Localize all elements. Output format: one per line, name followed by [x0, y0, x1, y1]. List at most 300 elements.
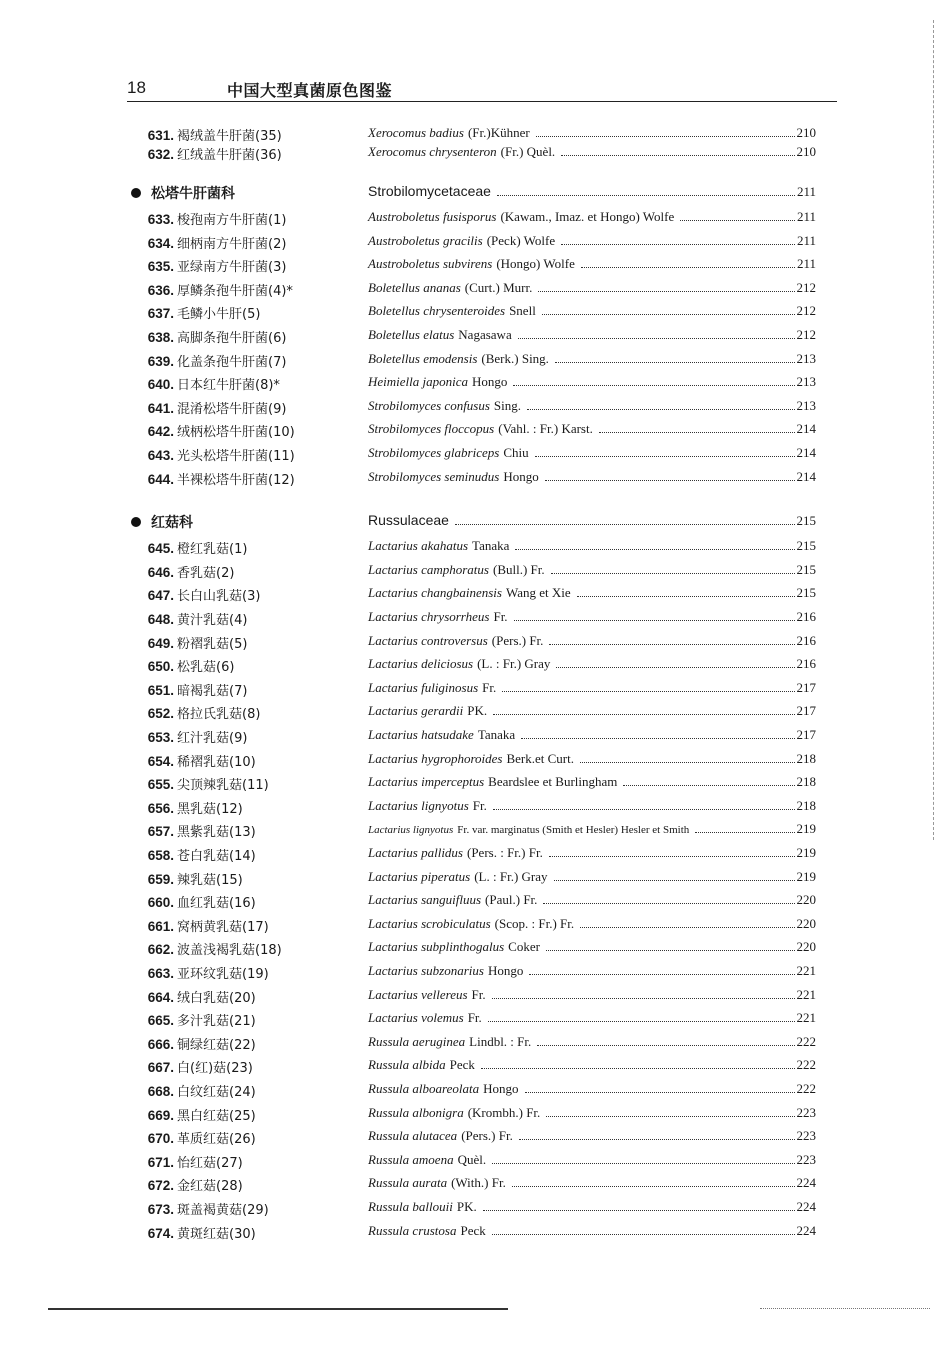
entry-cn — [138, 609, 247, 628]
index-entry — [0, 869, 952, 891]
index-entry — [0, 845, 952, 867]
page-ref: 213 — [796, 397, 816, 413]
entry-latin — [368, 727, 816, 743]
page-ref: 219 — [796, 845, 816, 860]
index-entry — [0, 445, 952, 467]
authority: Berk.et Curt. — [506, 750, 574, 766]
scientific-name: Russula aeruginea — [368, 1033, 466, 1049]
page-ref: 216 — [796, 656, 816, 672]
entry-number: 670. — [147, 1131, 174, 1147]
entry-cn — [138, 445, 295, 464]
entry-cn — [138, 656, 234, 675]
dot-leader — [497, 195, 795, 196]
page-ref: 224 — [796, 1222, 816, 1238]
entry-cn — [138, 233, 286, 252]
entry-number: 672. — [147, 1178, 174, 1194]
entry-latin — [368, 609, 816, 625]
index-entry — [0, 421, 952, 443]
scientific-name: Lactarius hatsudake — [368, 727, 474, 742]
entry-latin — [368, 869, 816, 885]
dot-leader — [529, 974, 794, 975]
dot-leader — [599, 432, 795, 433]
entry-cn — [138, 303, 260, 322]
chinese-name: 辣乳菇(15) — [177, 872, 243, 888]
authority: Hongo — [483, 1081, 519, 1096]
dot-leader — [542, 314, 795, 315]
dot-leader — [561, 244, 795, 245]
entry-number: 650. — [147, 659, 174, 675]
dot-leader — [551, 573, 795, 574]
entry-latin — [368, 963, 816, 979]
chinese-name: 斑盖褐黄菇(29) — [177, 1203, 269, 1218]
dot-leader — [492, 1234, 795, 1235]
dot-leader — [535, 456, 795, 457]
authority: Beardslee et Burlingham — [488, 774, 618, 790]
page-ref: 215 — [796, 538, 816, 554]
index-entry — [0, 1223, 952, 1245]
index-entry — [0, 892, 952, 914]
authority: (Pers.) Fr. — [491, 632, 544, 648]
dot-leader — [580, 927, 794, 928]
entry-latin — [368, 798, 816, 814]
family-name-cn — [131, 512, 193, 532]
family-entry — [368, 512, 816, 529]
page-number: 18 — [127, 78, 146, 97]
entry-cn — [138, 633, 247, 652]
entry-number: 646. — [147, 564, 174, 580]
dot-leader — [525, 1092, 795, 1093]
entry-latin — [368, 680, 816, 696]
index-entry — [0, 656, 952, 678]
dot-leader — [581, 267, 795, 268]
page-ref: 213 — [796, 350, 816, 366]
entry-number: 652. — [147, 706, 174, 722]
dot-leader — [515, 549, 794, 550]
scientific-name: Lactarius lignyotus — [368, 797, 469, 813]
entry-number: 633. — [147, 212, 174, 227]
authority: Quèl. — [457, 1151, 487, 1167]
entry-latin — [368, 892, 816, 908]
scientific-name: Lactarius controversus — [368, 632, 488, 648]
index-entry — [0, 209, 952, 231]
dot-leader — [555, 362, 795, 363]
page-ref: 223 — [796, 1151, 816, 1167]
entry-number: 644. — [147, 471, 174, 487]
chinese-name: 稀褶乳菇(10) — [177, 754, 256, 770]
entry-cn — [138, 538, 247, 557]
entry-latin — [368, 327, 816, 343]
entry-cn — [138, 351, 286, 370]
authority: (Vahl. : Fr.) Karst. — [498, 421, 593, 437]
dot-leader — [536, 136, 795, 137]
page-ref: 224 — [796, 1175, 816, 1191]
index-entry — [0, 303, 952, 325]
authority: Fr. var. marginatus (Smith et Hesler) Hesler et Smith — [457, 824, 690, 837]
scientific-name: Lactarius lignyotus — [368, 824, 454, 837]
entry-number: 662. — [147, 942, 174, 958]
page-ref: 210 — [796, 144, 816, 159]
authority: (Curt.) Murr. — [464, 279, 533, 295]
entry-number: 634. — [147, 235, 174, 251]
page-ref: 222 — [796, 1081, 816, 1096]
index-entry — [0, 1081, 952, 1103]
bullet-icon — [131, 517, 141, 527]
entry-number: 665. — [147, 1013, 174, 1029]
scientific-name: Lactarius subplinthogalus — [368, 939, 505, 955]
dot-leader — [680, 220, 795, 221]
entry-latin — [368, 1010, 816, 1026]
page-ref: 220 — [796, 892, 816, 908]
chinese-name: 黄斑红菇(30) — [177, 1226, 256, 1242]
entry-cn — [138, 144, 282, 163]
chinese-name: 波盖浅褐乳菇(18) — [177, 943, 282, 959]
chinese-name: 绒柄松塔牛肝菌(10) — [177, 425, 295, 441]
chinese-name: 半裸松塔牛肝菌(12) — [177, 472, 295, 488]
entry-number: 632. — [147, 147, 174, 162]
authority: Peck — [449, 1057, 475, 1073]
index-entry — [0, 1199, 952, 1221]
page-ref: 217 — [796, 727, 816, 742]
index-entry — [0, 469, 952, 491]
entry-latin — [368, 538, 816, 554]
dot-leader — [546, 950, 795, 951]
chinese-name: 褐绒盖牛肝菌(35) — [177, 129, 282, 144]
scientific-name: Boletellus ananas — [368, 279, 461, 295]
index-entry — [0, 633, 952, 655]
index-entry — [0, 727, 952, 749]
chinese-name: 黑白红菇(25) — [177, 1108, 256, 1124]
entry-cn — [138, 1057, 253, 1076]
scientific-name: Lactarius akahatus — [368, 538, 469, 554]
scientific-name: Strobilomyces floccopus — [368, 421, 495, 437]
index-entry — [0, 798, 952, 820]
entry-cn — [138, 327, 286, 346]
dot-leader — [481, 1068, 795, 1069]
header-rule — [127, 101, 837, 102]
scientific-name: Austroboletus gracilis — [368, 232, 483, 248]
chinese-name: 格拉氏乳菇(8) — [177, 707, 261, 723]
entry-latin — [368, 374, 816, 390]
scientific-name: Lactarius fuliginosus — [368, 679, 479, 695]
scientific-name: Lactarius vellereus — [368, 986, 468, 1002]
authority: (Krombh.) Fr. — [467, 1104, 541, 1120]
entry-cn — [138, 1081, 256, 1100]
entry-cn — [138, 1128, 256, 1147]
entry-latin — [368, 1175, 816, 1191]
dot-leader — [543, 903, 794, 904]
authority: (With.) Fr. — [451, 1175, 506, 1191]
chinese-name: 尖顶辣乳菇(11) — [177, 778, 269, 794]
scientific-name: Russula ballouii — [368, 1199, 453, 1214]
dot-leader — [580, 762, 795, 763]
index-entry — [0, 398, 952, 420]
entry-cn — [138, 798, 243, 817]
chinese-name: 亚绿南方牛肝菌(3) — [177, 260, 287, 276]
entry-latin — [368, 1223, 816, 1239]
scientific-name: Russula crustosa — [368, 1222, 457, 1238]
chinese-name: 梭孢南方牛肝菌(1) — [177, 213, 287, 228]
scientific-name: Boletellus elatus — [368, 327, 455, 342]
entry-latin — [368, 751, 816, 767]
page-ref: 217 — [796, 679, 816, 695]
page-ref: 212 — [796, 303, 816, 319]
entry-number: 653. — [147, 730, 174, 745]
entry-cn — [138, 1010, 256, 1029]
chinese-name: 苍白乳菇(14) — [177, 849, 256, 864]
entry-latin — [368, 987, 816, 1003]
authority: (L. : Fr.) Gray — [474, 868, 548, 884]
entry-number: 658. — [147, 848, 174, 863]
page-ref: 214 — [796, 421, 816, 437]
page-ref: 212 — [796, 327, 816, 342]
authority: (L. : Fr.) Gray — [477, 656, 551, 672]
index-entry — [0, 1152, 952, 1174]
entry-cn — [138, 374, 280, 393]
chinese-name: 厚鳞条孢牛肝菌(4)* — [177, 283, 293, 299]
scientific-name: Lactarius volemus — [368, 1010, 464, 1026]
entry-number: 667. — [147, 1060, 174, 1076]
authority: Snell — [509, 303, 536, 319]
entry-latin — [368, 125, 816, 141]
entry-number: 671. — [147, 1154, 174, 1170]
index-entry — [0, 916, 952, 938]
entry-cn — [138, 1175, 243, 1194]
entry-cn — [138, 1199, 269, 1218]
dot-leader — [577, 596, 795, 597]
chinese-name: 黑紫乳菇(13) — [177, 825, 256, 841]
page-ref: 216 — [796, 632, 816, 648]
entry-latin — [368, 1081, 816, 1097]
family-entry — [368, 183, 816, 200]
scientific-name: Lactarius subzonarius — [368, 963, 484, 978]
entry-number: 654. — [147, 753, 174, 769]
entry-cn — [138, 1105, 256, 1124]
chinese-name: 化盖条孢牛肝菌(7) — [177, 354, 287, 370]
chinese-name: 铜绿红菇(22) — [177, 1037, 256, 1053]
authority: Tanaka — [477, 727, 516, 742]
entry-number: 664. — [147, 989, 174, 1005]
authority: Chiu — [503, 445, 529, 460]
entry-number: 640. — [147, 377, 174, 393]
authority: PK. — [467, 703, 488, 719]
entry-cn — [138, 585, 260, 604]
chinese-name: 红汁乳菇(9) — [177, 731, 248, 746]
chinese-name: 血红乳菇(16) — [177, 896, 256, 912]
page-ref: 211 — [796, 232, 816, 248]
entry-number: 643. — [147, 448, 174, 463]
entry-cn — [138, 280, 293, 299]
entry-cn — [138, 869, 243, 888]
page-ref: 222 — [796, 1033, 816, 1049]
chinese-name: 绒白乳菇(20) — [177, 990, 256, 1006]
page-ref: 218 — [796, 797, 816, 813]
scientific-name: Boletellus chrysenteroides — [368, 303, 506, 319]
chinese-name: 金红菇(28) — [177, 1179, 243, 1195]
page-ref: 218 — [796, 750, 816, 766]
entry-cn — [138, 680, 247, 699]
entry-number: 638. — [147, 330, 174, 345]
authority: (Kawam., Imaz. et Hongo) Wolfe — [500, 209, 675, 224]
entry-latin — [368, 256, 816, 272]
entry-cn — [138, 1034, 256, 1053]
scientific-name: Lactarius pallidus — [368, 845, 463, 860]
index-entry — [0, 280, 952, 302]
dot-leader — [554, 880, 795, 881]
dot-leader — [455, 524, 795, 525]
index-entry — [0, 374, 952, 396]
entry-cn — [138, 469, 295, 488]
scientific-name: Austroboletus fusisporus — [368, 209, 497, 224]
index-entry — [0, 585, 952, 607]
entry-cn — [138, 125, 282, 144]
entry-number: 648. — [147, 612, 174, 627]
page-ref: 220 — [796, 939, 816, 955]
dot-leader — [493, 809, 795, 810]
scientific-name: Lactarius scrobiculatus — [368, 915, 491, 931]
authority: PK. — [456, 1199, 477, 1214]
family-cn-label: 红菇科 — [151, 515, 193, 532]
entry-number: 639. — [147, 353, 174, 369]
entry-number: 660. — [147, 895, 174, 911]
scientific-name: Lactarius gerardii — [368, 703, 464, 719]
entry-latin — [368, 280, 816, 296]
entry-cn — [138, 398, 286, 417]
entry-number: 673. — [147, 1202, 174, 1217]
chinese-name: 香乳菇(2) — [177, 565, 235, 581]
entry-number: 669. — [147, 1107, 174, 1123]
entry-number: 661. — [147, 918, 174, 934]
authority: Wang et Xie — [505, 585, 571, 601]
entry-cn — [138, 421, 295, 440]
scientific-name: Lactarius sanguifluus — [368, 892, 482, 908]
dot-leader — [545, 480, 795, 481]
scientific-name: Lactarius camphoratus — [368, 561, 489, 577]
authority: (Scop. : Fr.) Fr. — [494, 915, 575, 931]
dot-leader — [538, 291, 794, 292]
page-ref: 211 — [796, 209, 816, 224]
index-entry — [0, 1034, 952, 1056]
entry-number: 631. — [147, 128, 174, 143]
authority: Fr. — [467, 1010, 482, 1026]
chinese-name: 亚环纹乳菇(19) — [177, 967, 269, 982]
index-entry — [0, 256, 952, 278]
index-entry — [0, 1105, 952, 1127]
page-ref: 210 — [796, 125, 816, 140]
entry-latin — [368, 1057, 816, 1073]
scientific-name: Russula alutacea — [368, 1128, 458, 1144]
authority: (Paul.) Fr. — [485, 892, 538, 908]
entry-latin — [368, 774, 816, 790]
entry-latin — [368, 1152, 816, 1168]
entry-latin — [368, 633, 816, 649]
page-ref: 220 — [796, 915, 816, 931]
authority: Fr. — [472, 797, 487, 813]
page-ref: 219 — [796, 821, 816, 837]
page-ref: 214 — [796, 445, 816, 460]
page-ref: 217 — [796, 703, 816, 719]
authority: Tanaka — [472, 538, 510, 554]
chinese-name: 光头松塔牛肝菌(11) — [177, 449, 295, 464]
authority: (Berk.) Sing. — [481, 350, 549, 366]
index-entry — [0, 1128, 952, 1150]
family-name-cn — [131, 183, 235, 203]
scientific-name: Russula amoena — [368, 1151, 454, 1167]
scientific-name: Boletellus emodensis — [368, 350, 478, 366]
authority: Lindbl. : Fr. — [469, 1033, 532, 1049]
authority: Peck — [460, 1222, 486, 1238]
page-ref: 212 — [796, 279, 816, 295]
scientific-name: Strobilomyces glabriceps — [368, 445, 500, 460]
page-ref: 211 — [796, 184, 816, 199]
page-ref: 223 — [796, 1128, 816, 1144]
chinese-name: 高脚条孢牛肝菌(6) — [177, 331, 287, 346]
chinese-name: 暗褐乳菇(7) — [177, 683, 248, 699]
dot-leader — [549, 856, 795, 857]
book-title: 中国大型真菌原色图鉴 — [227, 81, 393, 100]
authority: (Pers. : Fr.) Fr. — [467, 845, 543, 860]
chinese-name: 橙红乳菇(1) — [177, 542, 248, 558]
authority: Fr. — [493, 609, 508, 624]
authority: Nagasawa — [458, 327, 512, 342]
entry-number: 657. — [147, 824, 174, 840]
bullet-icon — [131, 188, 141, 198]
authority: Fr. — [482, 679, 497, 695]
chinese-name: 日本红牛肝菌(8)* — [177, 378, 280, 394]
scientific-name: Lactarius hygrophoroides — [368, 750, 503, 766]
entry-number: 674. — [147, 1225, 174, 1241]
chinese-name: 白纹红菇(24) — [177, 1085, 256, 1100]
scientific-name: Lactarius changbainensis — [368, 585, 502, 601]
entry-cn — [138, 845, 256, 864]
index-entry — [0, 680, 952, 702]
entry-latin — [368, 469, 816, 485]
entry-latin — [368, 916, 816, 932]
entry-latin — [368, 703, 816, 719]
page-ref: 221 — [796, 986, 816, 1002]
dot-leader — [556, 667, 794, 668]
chinese-name: 长白山乳菇(3) — [177, 589, 261, 605]
dot-leader — [502, 691, 794, 692]
dot-leader — [695, 832, 794, 833]
entry-latin — [368, 445, 816, 461]
scientific-name: Lactarius deliciosus — [368, 656, 474, 672]
entry-latin — [368, 939, 816, 955]
entry-number: 647. — [147, 588, 174, 604]
entry-cn — [138, 751, 256, 770]
scientific-name: Strobilomyces seminudus — [368, 468, 500, 484]
entry-number: 649. — [147, 635, 174, 651]
chinese-name: 混淆松塔牛肝菌(9) — [177, 401, 287, 417]
dot-leader — [483, 1210, 795, 1211]
dot-leader — [512, 1186, 795, 1187]
chinese-name: 松乳菇(6) — [177, 660, 235, 676]
entry-latin — [368, 585, 816, 601]
index-entry — [0, 751, 952, 773]
family-heading — [0, 512, 952, 534]
dot-leader — [546, 1116, 794, 1117]
page-ref: 221 — [796, 963, 816, 978]
scientific-name: Russula aurata — [368, 1175, 448, 1191]
chinese-name: 粉褶乳菇(5) — [177, 636, 248, 652]
page-ref: 223 — [796, 1104, 816, 1120]
chinese-name: 红绒盖牛肝菌(36) — [177, 148, 282, 163]
authority: (Pers.) Fr. — [461, 1128, 513, 1144]
index-entry — [0, 327, 952, 349]
entry-cn — [138, 987, 256, 1006]
index-entry — [0, 939, 952, 961]
entry-latin — [368, 209, 816, 225]
scientific-name: Xerocomus chrysenteron — [368, 144, 497, 159]
